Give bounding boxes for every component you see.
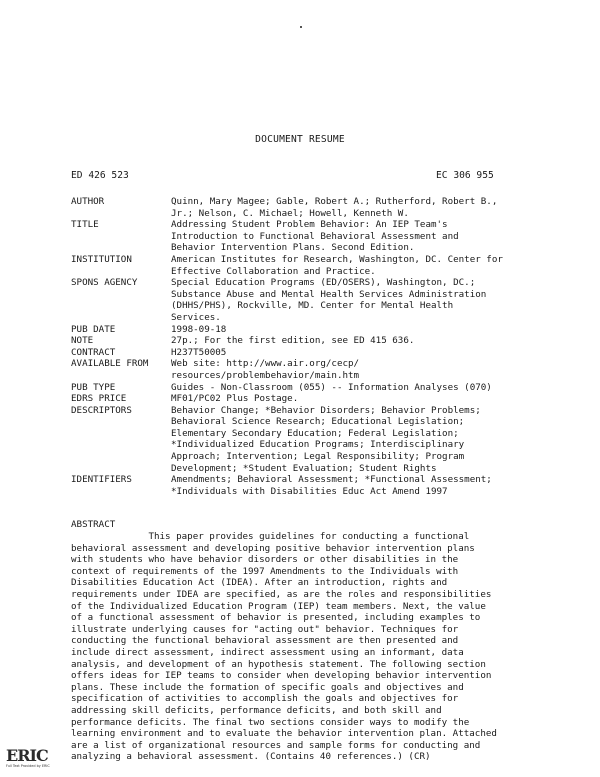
field-note — [71, 335, 571, 347]
field-value: American Institutes for Research, Washington, DC. Center for Effective Collaboration and Practice. — [171, 253, 503, 277]
ed-number: ED 426 523 — [71, 170, 129, 181]
eric-logo-mark: ERIC — [6, 746, 48, 765]
field-institution — [71, 254, 571, 277]
field-label: PUB DATE — [71, 323, 116, 335]
field-value: Quinn, Mary Magee; Gable, Robert A.; Rutherford, Robert B., Jr.; Nelson, C. Michael; Howell, Kenneth W. — [171, 196, 498, 219]
abstract-text: This paper provides guidelines for conducting a functional behavioral assessment and developing positive behavior intervention plans with students who have behavior disorders or other disabilities in the context of requirements of the 1997 Amendments to the Individuals with Disabilities Education Act (IDEA). After an introduction, rights and requirements under IDEA are specified, as are the roles and responsibilities of the Individualized Education Program (IEP) team members. Next, the value of a functional assessment of behavior is presented, including examples to illustrate underlying causes for "acting out" behavior. Techniques for conducting the functional behavioral assessment are then presented and include direct assessment, indirect assessment using an informant, data analysis, and development of an hypothesis statement. The following section offers ideas for IEP teams to consider when developing behavior intervention plans. These include the formation of specific goals and objectives and specification of activities to accomplish the goals and objectives for addressing skill deficits, performance deficits, and both skill and performance deficits. The final two sections consider ways to modify the learning environment and to evaluate the behavior intervention plan. Attached are a list of organizational resources and sample forms for conducting and analyzing a behavioral assessment. (Contains 40 references.) (CR) — [71, 531, 497, 763]
field-value: Amendments; Behavioral Assessment; *Functional Assessment; *Individuals with Disabilities Educ Act Amend 1997 — [171, 474, 492, 497]
field-label: PUB TYPE — [71, 381, 116, 393]
ec-number: EC 306 955 — [436, 170, 494, 181]
field-descriptors — [71, 405, 571, 475]
field-title — [71, 219, 571, 254]
field-pub-type — [71, 382, 571, 394]
field-label: SPONS AGENCY — [71, 277, 138, 289]
field-value: Web site: http://www.air.org/cecp/ resources/problembehavior/main.htm — [171, 358, 360, 381]
field-label: AUTHOR — [71, 196, 105, 207]
bibliographic-fields — [71, 196, 571, 497]
field-value: Behavior Change; *Behavior Disorders; Behavior Problems; Behavioral Science Research; Educational Legislation; Elementary Secondary Education; Federal Legislation; *Individualized Education Programs; Interdisciplinary Approach; Intervention; Legal Responsibility; Program Development; *Student Evaluation; Student Rights — [171, 404, 481, 474]
field-identifiers — [71, 474, 571, 497]
field-value: MF01/PC02 Plus Postage. — [171, 393, 299, 405]
field-label: NOTE — [71, 335, 94, 347]
field-value: 27p.; For the first edition, see ED 415 636. — [171, 335, 415, 347]
eric-logo — [6, 744, 50, 770]
field-label: EDRS PRICE — [71, 393, 127, 405]
field-edrs-price — [71, 393, 571, 405]
field-spons-agency — [71, 277, 571, 323]
field-label: IDENTIFIERS — [71, 474, 132, 486]
field-value: Special Education Programs (ED/OSERS), Washington, DC.; Substance Abuse and Mental Health Services Administration (DHHS/PHS), Rockville, MD. Center for Mental Health Services. — [171, 277, 487, 323]
field-available-from — [71, 358, 571, 381]
field-label: TITLE — [71, 219, 99, 231]
field-label: INSTITUTION — [71, 253, 132, 265]
eric-logo-subtitle: Full Text Provided by ERIC — [6, 764, 50, 768]
field-contract — [71, 347, 571, 359]
field-label: CONTRACT — [71, 346, 116, 358]
field-value: H237T50005 — [171, 346, 227, 358]
field-author — [71, 196, 571, 219]
field-value: Guides - Non-Classroom (055) -- Information Analyses (070) — [171, 381, 492, 393]
scan-speck — [300, 26, 302, 28]
field-pub-date — [71, 324, 571, 336]
abstract-heading: ABSTRACT — [71, 519, 116, 530]
field-label: DESCRIPTORS — [71, 404, 132, 416]
document-heading: DOCUMENT RESUME — [255, 134, 345, 145]
field-value: Addressing Student Problem Behavior: An IEP Team's Introduction to Functional Behavioral Assessment and Behavior Intervention Plans. Second Edition. — [171, 219, 459, 254]
field-value: 1998-09-18 — [171, 323, 227, 335]
field-label: AVAILABLE FROM — [71, 358, 149, 370]
